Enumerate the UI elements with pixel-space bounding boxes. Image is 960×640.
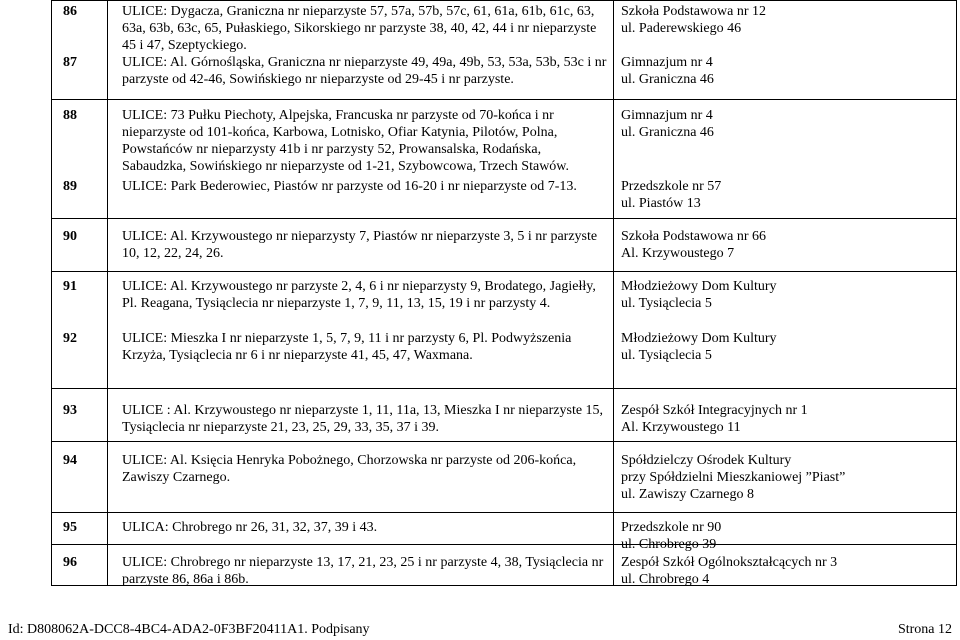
school-address: ul. Graniczna 46 (621, 72, 714, 87)
row-number: 93 (63, 403, 77, 418)
row-number: 90 (63, 229, 77, 244)
row-number: 94 (63, 453, 77, 468)
school-name: Zespół Szkół Ogólnokształcących nr 3 (621, 555, 838, 570)
row-separator (51, 218, 957, 219)
streets-description: ULICE: 73 Pułku Piechoty, Alpejska, Francuska nr parzyste od 70-końca i nr nieparzyste od 101-końca, Karbowa, Lotnisko, Ofiar Katynia, Pilotów, Polna, Powstańców nr nieparzysty 41b i nr parzysty 52, Prowansalska, Rodańska, Sabaudzka, Sowińskiego nr nieparzyste od 1-21, Szybowcowa, Trzech Stawów. (122, 108, 570, 174)
table-border-right (956, 0, 957, 586)
row-separator (51, 99, 957, 100)
school-address: ul. Tysiąclecia 5 (621, 296, 712, 311)
page-number: Strona 12 (897, 622, 952, 637)
document-id: Id: D808062A-DCC8-4BC4-ADA2-0F3BF20411A1. Podpisany (8, 622, 370, 637)
streets-description: ULICE: Al. Górnośląska, Graniczna nr nieparzyste 49, 49a, 49b, 53, 53a, 53b, 53c i nr parzyste od 42-46, Sowińskiego nr nieparzyste od 29-45 i nr parzyste. (122, 55, 607, 87)
school-address: ul. Zawiszy Czarnego 8 (621, 487, 754, 502)
school-name-line2: przy Spółdzielni Mieszkaniowej ”Piast” (621, 470, 846, 485)
streets-description: ULICE: Al. Krzywoustego nr nieparzysty 7, Piastów nr nieparzyste 3, 5 i nr parzyste 10, 12, 22, 24, 26. (122, 229, 598, 261)
row-separator (51, 441, 957, 442)
row-number: 92 (63, 331, 77, 346)
school-name: Szkoła Podstawowa nr 12 (621, 4, 767, 19)
school-name: Gimnazjum nr 4 (621, 55, 713, 70)
streets-description: ULICE: Chrobrego nr nieparzyste 13, 17, 21, 23, 25 i nr parzyste 4, 38, Tysiąclecia nr parzyste 86, 86a i 86b. (122, 555, 604, 587)
school-address: ul. Tysiąclecia 5 (621, 348, 712, 363)
streets-description: ULICE: Park Bederowiec, Piastów nr parzyste od 16-20 i nr nieparzyste od 7-13. (122, 179, 577, 194)
school-address: ul. Paderewskiego 46 (621, 21, 742, 36)
streets-description: ULICA: Chrobrego nr 26, 31, 32, 37, 39 i 43. (122, 520, 378, 535)
row-separator (51, 271, 957, 272)
school-name: Szkoła Podstawowa nr 66 (621, 229, 767, 244)
school-address: ul. Chrobrego 39 (621, 537, 717, 552)
school-name: Spółdzielczy Ośrodek Kultury (621, 453, 792, 468)
streets-description: ULICE: Dygacza, Graniczna nr nieparzyste 57, 57a, 57b, 57c, 61, 61a, 61b, 61c, 63, 63a, 63b, 63c, 65, Pułaskiego, Sikorskiego nr parzyste 38, 40, 42, 44 i nr nieparzyste 45 i 47, Szeptyckiego. (122, 4, 597, 53)
row-number: 96 (63, 555, 77, 570)
streets-description: ULICE : Al. Krzywoustego nr nieparzyste 1, 11, 11a, 13, Mieszka I nr nieparzyste 15, Tysiąclecia nr nieparzyste 21, 23, 25, 29, 33, 35, 37 i 39. (122, 403, 604, 435)
row-number: 89 (63, 179, 77, 194)
row-number: 86 (63, 4, 77, 19)
table-border-left (51, 0, 52, 586)
school-name: Młodzieżowy Dom Kultury (621, 331, 777, 346)
school-name: Przedszkole nr 90 (621, 520, 722, 535)
school-address: ul. Chrobrego 4 (621, 572, 710, 587)
school-address: Al. Krzywoustego 7 (621, 246, 735, 261)
school-name: Przedszkole nr 57 (621, 179, 722, 194)
streets-description: ULICE: Al. Krzywoustego nr parzyste 2, 4, 6 i nr nieparzysty 9, Brodatego, Jagiełły, Pl. Reagana, Tysiąclecia nr nieparzyste 1, 7, 9, 11, 13, 15, 19 i nr parzysty 4. (122, 279, 596, 311)
page-footer (0, 621, 960, 638)
school-address: Al. Krzywoustego 11 (621, 420, 741, 435)
row-number: 95 (63, 520, 77, 535)
streets-description: ULICE: Mieszka I nr nieparzyste 1, 5, 7, 9, 11 i nr parzysty 6, Pl. Podwyższenia Krzyża, Tysiąclecia nr 6 i nr nieparzyste 41, 45, 47, Waxmana. (122, 331, 572, 363)
streets-table (51, 0, 957, 586)
row-number: 88 (63, 108, 77, 123)
row-separator (51, 388, 957, 389)
table-border-col2 (613, 0, 614, 586)
streets-description: ULICE: Al. Księcia Henryka Pobożnego, Chorzowska nr parzyste od 206-końca, Zawiszy Czarnego. (122, 453, 577, 485)
school-address: ul. Graniczna 46 (621, 125, 714, 140)
table-border-col1 (107, 0, 108, 586)
school-name: Zespół Szkół Integracyjnych nr 1 (621, 403, 808, 418)
school-name: Młodzieżowy Dom Kultury (621, 279, 777, 294)
school-name: Gimnazjum nr 4 (621, 108, 713, 123)
school-address: ul. Piastów 13 (621, 196, 701, 211)
row-number: 91 (63, 279, 77, 294)
row-number: 87 (63, 55, 77, 70)
table-border-top (51, 0, 957, 1)
row-separator (51, 512, 957, 513)
